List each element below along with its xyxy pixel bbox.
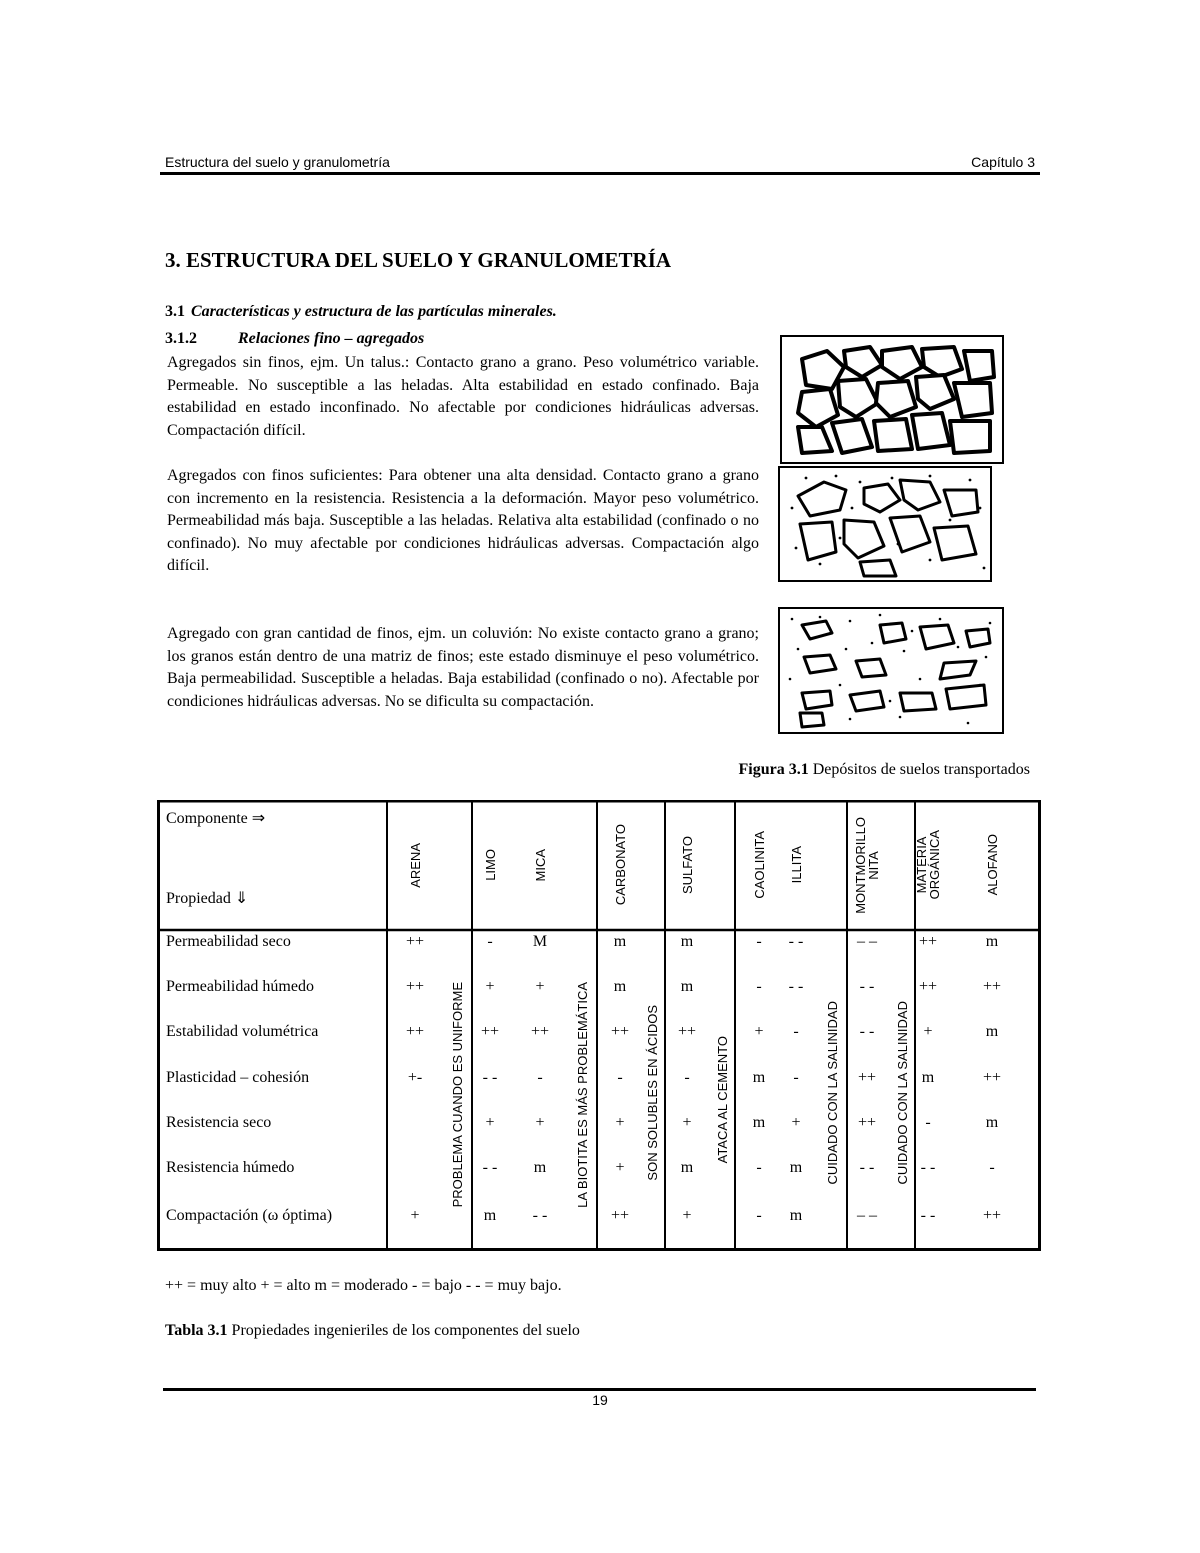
column-header: [400, 800, 430, 930]
table-cell: m: [680, 978, 694, 995]
corner-property-label: Propiedad ⇓: [166, 890, 249, 907]
table-cell: ++: [982, 978, 1002, 995]
table-cell: ++: [857, 1114, 877, 1131]
table-cell: +: [754, 1023, 764, 1040]
table-cell: - -: [859, 1159, 875, 1176]
table-cell: – –: [857, 933, 877, 950]
subsection-number: 3.1.2: [165, 330, 197, 347]
paragraph-no-fines: Agregados sin finos, ejm. Un talus.: Contacto grano a grano. Peso volumétrico variable. Permeable. No susceptible a las heladas. Alta estabilidad en estado confinado. Baja estabilidad en estado inconfinado. No afectable por condiciones hidráulicas adversas. Compactación difícil.: [167, 354, 759, 439]
table-cell: -: [793, 1069, 799, 1086]
table-caption: [165, 1322, 580, 1340]
table-cell: -: [684, 1069, 690, 1086]
table-cell: - -: [859, 1023, 875, 1040]
column-note: [822, 975, 842, 1210]
table-cell: m: [921, 1069, 935, 1086]
column-header: [977, 800, 1007, 930]
table-cell: +: [410, 1207, 420, 1224]
row-property-label: Estabilidad volumétrica: [166, 1023, 319, 1040]
table-cell: ++: [480, 1023, 500, 1040]
table-cell: +: [791, 1114, 801, 1131]
corner-component-label: Componente ⇒: [166, 810, 266, 827]
paragraph-sufficient-fines: Agregados con finos suficientes: Para obtener una alta densidad. Contacto grano a grano con incremento en la resistencia. Resistencia a la deformación. Mayor peso volumétrico. Permeabilidad más baja. Susceptible a las heladas. Relativa alta estabilidad (confinado o no confinado). No muy afectable por condiciones hidráulicas adversas. Compactación algo difícil.: [167, 467, 759, 575]
table-cell: ++: [405, 1023, 425, 1040]
table-caption-text: Propiedades ingenieriles de los componentes del suelo: [231, 1322, 580, 1339]
column-header-label: MONTMORILLO NITA: [853, 816, 881, 914]
figure-caption-text: Depósitos de suelos transportados: [812, 761, 1030, 778]
table-cell: m: [680, 1159, 694, 1176]
table-cell: -: [617, 1069, 623, 1086]
table-cell: ++: [677, 1023, 697, 1040]
table-cell: ++: [610, 1023, 630, 1040]
table-cell: -: [756, 978, 762, 995]
table-cell: -: [756, 933, 762, 950]
table-cell: ++: [857, 1069, 877, 1086]
section-heading: [165, 303, 557, 321]
properties-table: [157, 800, 1041, 1251]
row-property-label: Compactación (ω óptima): [166, 1207, 333, 1224]
table-cell: +: [923, 1023, 933, 1040]
table-cell: ++: [405, 978, 425, 995]
subsection-heading: [165, 330, 424, 348]
chapter-title: 3. ESTRUCTURA DEL SUELO Y GRANULOMETRÍA: [165, 248, 672, 272]
figure-aggregate-no-fines: [780, 335, 1004, 464]
column-note: [642, 985, 662, 1200]
subsection-title: Relaciones fino – agregados: [238, 330, 425, 347]
table-cell: ++: [982, 1069, 1002, 1086]
column-header-label: SULFATO: [679, 835, 695, 895]
column-header: [744, 800, 774, 930]
page-number: 19: [592, 1392, 608, 1408]
column-header-label: MICA: [532, 848, 548, 882]
column-note-text: CUIDADO CON LA SALINIDAD: [894, 1000, 910, 1185]
table-cell: -: [537, 1069, 543, 1086]
table-cell: -: [756, 1159, 762, 1176]
figure-aggregate-many-fines: [778, 607, 1004, 734]
table-cell: - -: [482, 1159, 498, 1176]
table-cell: +-: [407, 1069, 423, 1086]
table-cell: – –: [857, 1207, 877, 1224]
table-cell: m: [985, 1023, 999, 1040]
column-header: [525, 800, 555, 930]
table-cell: ++: [610, 1207, 630, 1224]
column-header-label: ALOFANO: [984, 834, 1000, 896]
column-header-label: LIMO: [482, 849, 498, 881]
table-cell: - -: [482, 1069, 498, 1086]
column-header-label: ARENA: [407, 842, 423, 888]
table-cell: -: [925, 1114, 931, 1131]
table-cell: ++: [918, 933, 938, 950]
header-rule: [160, 172, 1040, 175]
table-cell: +: [682, 1114, 692, 1131]
column-header: [475, 800, 505, 930]
column-note: [572, 950, 592, 1240]
section-title: Características y estructura de las partículas minerales.: [191, 303, 557, 320]
footer-rule: [163, 1388, 1036, 1391]
table-cell: -: [487, 933, 493, 950]
running-header-title: Estructura del suelo y granulometría: [165, 154, 390, 170]
table-cell: ++: [405, 933, 425, 950]
column-note: [447, 950, 467, 1240]
table-cell: - -: [920, 1207, 936, 1224]
column-header: [605, 800, 635, 930]
figure-caption-label: Figura 3.1: [738, 761, 809, 778]
column-note-text: SON SOLUBLES EN ÁCIDOS: [644, 1004, 660, 1181]
column-header: [672, 800, 702, 930]
column-note: [712, 1005, 732, 1195]
column-header-label: CARBONATO: [612, 824, 628, 906]
table-cell: m: [789, 1207, 803, 1224]
column-header-label: CAOLINITA: [751, 831, 767, 899]
column-note-text: CUIDADO CON LA SALINIDAD: [824, 1000, 840, 1185]
table-cell: M: [532, 933, 548, 950]
row-property-label: Permeabilidad húmedo: [166, 978, 314, 995]
table-cell: +: [485, 978, 495, 995]
row-property-label: Resistencia seco: [166, 1114, 272, 1131]
table-cell: +: [535, 978, 545, 995]
table-cell: -: [793, 1023, 799, 1040]
table-cell: -: [989, 1159, 995, 1176]
table-cell: m: [985, 933, 999, 950]
column-note-text: ATACA AL CEMENTO: [714, 1036, 730, 1164]
table-cell: - -: [788, 933, 804, 950]
figure-caption: [738, 761, 1030, 779]
column-header-label: MATERIA ORGÁNICA: [914, 830, 942, 900]
column-note-text: LA BIOTITA ES MÁS PROBLEMÁTICA: [574, 982, 590, 1208]
table-cell: +: [615, 1159, 625, 1176]
table-cell: -: [756, 1207, 762, 1224]
table-cell: ++: [530, 1023, 550, 1040]
table-cell: - -: [920, 1159, 936, 1176]
table-cell: m: [613, 978, 627, 995]
table-cell: ++: [918, 978, 938, 995]
table-cell: ++: [982, 1207, 1002, 1224]
table-cell: +: [485, 1114, 495, 1131]
table-cell: +: [535, 1114, 545, 1131]
table-cell: m: [752, 1069, 766, 1086]
table-cell: m: [752, 1114, 766, 1131]
table-cell: m: [789, 1159, 803, 1176]
figure-aggregate-sufficient-fines: [778, 466, 992, 582]
table-legend: ++ = muy alto + = alto m = moderado - = bajo - - = muy bajo.: [165, 1277, 562, 1294]
column-note: [892, 975, 912, 1210]
column-note-text: PROBLEMA CUANDO ES UNIFORME: [449, 982, 465, 1208]
table-cell: - -: [788, 978, 804, 995]
table-caption-label: Tabla 3.1: [165, 1322, 228, 1339]
row-property-label: Plasticidad – cohesión: [166, 1069, 310, 1086]
column-header-label: ILLITA: [788, 846, 804, 884]
table-cell: m: [613, 933, 627, 950]
row-property-label: Resistencia húmedo: [166, 1159, 295, 1176]
section-number: 3.1: [165, 303, 185, 320]
column-header: [913, 800, 943, 930]
running-header-chapter: Capítulo 3: [971, 154, 1035, 170]
column-header: [852, 800, 882, 930]
table-cell: m: [483, 1207, 497, 1224]
table-cell: - -: [859, 978, 875, 995]
paragraph-many-fines: Agregado con gran cantidad de finos, ejm. un coluvión: No existe contacto grano a grano; los granos están dentro de una matriz de finos; este estado disminuye el peso volumétrico. Baja permeabilidad. Susceptible a heladas. Baja estabilidad (confinado o no). Afectable por condiciones hidráulicas adversas. No se dificulta su compactación.: [167, 625, 759, 710]
table-cell: - -: [532, 1207, 548, 1224]
row-property-label: Permeabilidad seco: [166, 933, 291, 950]
table-cell: m: [985, 1114, 999, 1131]
table-cell: +: [682, 1207, 692, 1224]
column-header: [781, 800, 811, 930]
table-cell: m: [533, 1159, 547, 1176]
table-cell: m: [680, 933, 694, 950]
table-cell: +: [615, 1114, 625, 1131]
